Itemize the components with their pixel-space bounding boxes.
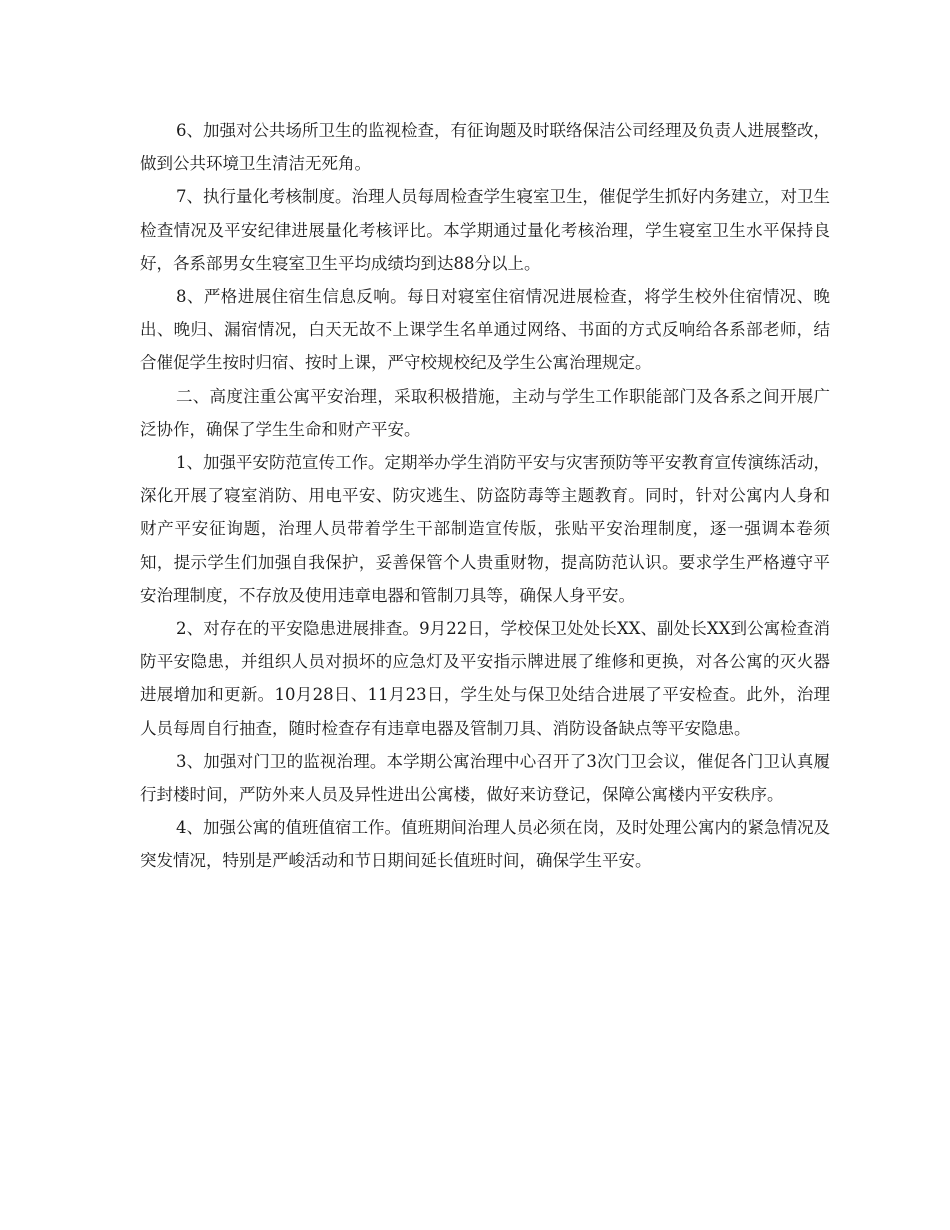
paragraph-item-3: 3、加强对门卫的监视治理。本学期公寓治理中心召开了3次门卫会议，催促各门卫认真履行封楼时间，严防外来人员及异性进出公寓楼，做好来访登记，保障公寓楼内平安秩序。 xyxy=(140,751,830,805)
document-body xyxy=(140,114,830,878)
paragraph-item-4: 4、加强公寓的值班值宿工作。值班期间治理人员必须在岗，及时处理公寓内的紧急情况及突发情况，特别是严峻活动和节日期间延长值班时间，确保学生平安。 xyxy=(140,818,830,871)
section-heading-2: 二、高度注重公寓平安治理，采取积极措施，主动与学生工作职能部门及各系之间开展广泛协作，确保了学生生命和财产平安。 xyxy=(140,386,830,439)
paragraph-item-7: 7、执行量化考核制度。治理人员每周检查学生寝室卫生，催促学生抓好内务建立，对卫生检查情况及平安纪律进展量化考核评比。本学期通过量化考核治理，学生寝室卫生水平保持良好，各系部男女生寝室卫生平均成绩均到达88分以上。 xyxy=(140,187,830,273)
paragraph-item-8: 8、严格进展住宿生信息反响。每日对寝室住宿情况进展检查，将学生校外住宿情况、晚出、晚归、漏宿情况，白天无故不上课学生名单通过网络、书面的方式反响给各系部老师，结合催促学生按时归宿、按时上课，严守校规校纪及学生公寓治理规定。 xyxy=(140,287,830,373)
paragraph-item-2: 2、对存在的平安隐患进展排查。9月22日，学校保卫处处长XX、副处长XX到公寓检查消防平安隐患，并组织人员对损坏的应急灯及平安指示牌进展了维修和更换，对各公寓的灭火器进展增加和更新。10月28日、11月23日，学生处与保卫处结合进展了平安检查。此外，治理人员每周自行抽查，随时检查存有违章电器及管制刀具、消防设备缺点等平安隐患。 xyxy=(140,619,830,738)
paragraph-item-6: 6、加强对公共场所卫生的监视检查，有征询题及时联络保洁公司经理及负责人进展整改，做到公共环境卫生清洁无死角。 xyxy=(140,121,830,174)
paragraph-item-1: 1、加强平安防范宣传工作。定期举办学生消防平安与灾害预防等平安教育宣传演练活动，深化开展了寝室消防、用电平安、防灾逃生、防盗防毒等主题教育。同时，针对公寓内人身和财产平安征询题，治理人员带着学生干部制造宣传版，张贴平安治理制度，逐一强调本卷须知，提示学生们加强自我保护，妥善保管个人贵重财物，提高防范认识。要求学生严格遵守平安治理制度，不存放及使用违章电器和管制刀具等，确保人身平安。 xyxy=(140,453,830,605)
